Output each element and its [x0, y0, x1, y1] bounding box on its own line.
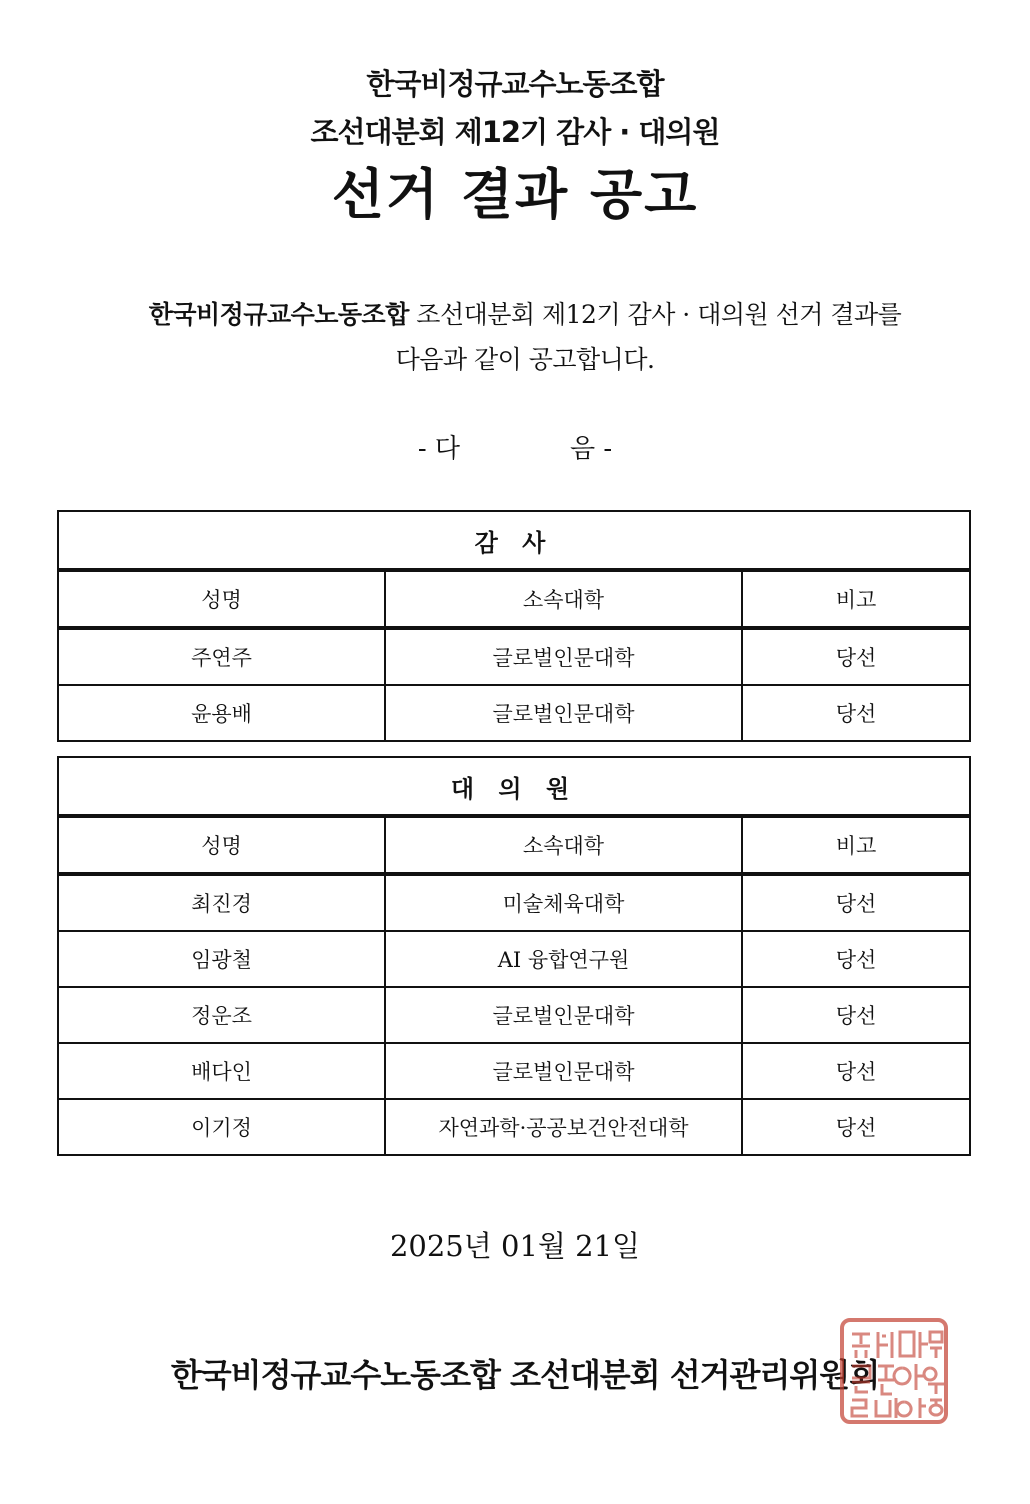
- cell-name: 정운조: [58, 987, 385, 1043]
- cell-note: 당선: [742, 628, 970, 685]
- intro-text-line2: 다음과 같이 공고합니다.: [395, 345, 655, 374]
- delegate-results-table: [57, 756, 971, 1156]
- cell-college: 자연과학·공공보건안전대학: [385, 1099, 742, 1155]
- table-row: [58, 874, 970, 931]
- seal-glyphs: [852, 1332, 944, 1418]
- cell-note: 당선: [742, 685, 970, 741]
- audit-table-title: 감 사: [58, 511, 970, 570]
- cell-college: 글로벌인문대학: [385, 628, 742, 685]
- cell-note: 당선: [742, 874, 970, 931]
- delegate-table-title: 대 의 원: [58, 757, 970, 816]
- header-subtitle: 조선대분회 제12기 감사 · 대의원: [310, 115, 720, 149]
- cell-college: 글로벌인문대학: [385, 685, 742, 741]
- column-header-name: 성명: [58, 570, 385, 628]
- table-row: [58, 987, 970, 1043]
- table-row: [58, 1043, 970, 1099]
- audit-results-table: [57, 510, 971, 742]
- cell-note: 당선: [742, 1043, 970, 1099]
- cell-college: 글로벌인문대학: [385, 1043, 742, 1099]
- table-row: [58, 931, 970, 987]
- table-row: [58, 1099, 970, 1155]
- cell-name: 임광철: [58, 931, 385, 987]
- cell-name: 주연주: [58, 628, 385, 685]
- separator-right: 음 -: [570, 434, 613, 464]
- cell-note: 당선: [742, 987, 970, 1043]
- section-separator: [0, 428, 1030, 465]
- official-seal-stamp: [838, 1316, 950, 1426]
- column-header-college: 소속대학: [385, 816, 742, 874]
- intro-paragraph: [110, 292, 940, 382]
- header-union-name: 한국비정규교수노동조합: [366, 67, 664, 101]
- page-title: 선거 결과 공고: [331, 163, 699, 226]
- table-header-row: [58, 570, 970, 628]
- column-header-name: 성명: [58, 816, 385, 874]
- table-row: [58, 685, 970, 741]
- issuer-signature: 한국비정규교수노동조합 조선대분회 선거관리위원회: [170, 1356, 880, 1394]
- cell-name: 이기정: [58, 1099, 385, 1155]
- table-row: [58, 628, 970, 685]
- cell-name: 최진경: [58, 874, 385, 931]
- announcement-date: 2025년 01월 21일: [389, 1229, 641, 1263]
- column-header-note: 비고: [742, 816, 970, 874]
- cell-note: 당선: [742, 1099, 970, 1155]
- column-header-note: 비고: [742, 570, 970, 628]
- cell-note: 당선: [742, 931, 970, 987]
- table-header-row: [58, 816, 970, 874]
- cell-name: 배다인: [58, 1043, 385, 1099]
- separator-left: - 다: [417, 434, 460, 464]
- cell-college: 미술체육대학: [385, 874, 742, 931]
- cell-college: 글로벌인문대학: [385, 987, 742, 1043]
- cell-college: AI 융합연구원: [385, 931, 742, 987]
- intro-text: 조선대분회 제12기 감사 · 대의원 선거 결과를: [408, 300, 902, 329]
- cell-name: 윤용배: [58, 685, 385, 741]
- column-header-college: 소속대학: [385, 570, 742, 628]
- intro-org: 한국비정규교수노동조합: [148, 300, 409, 329]
